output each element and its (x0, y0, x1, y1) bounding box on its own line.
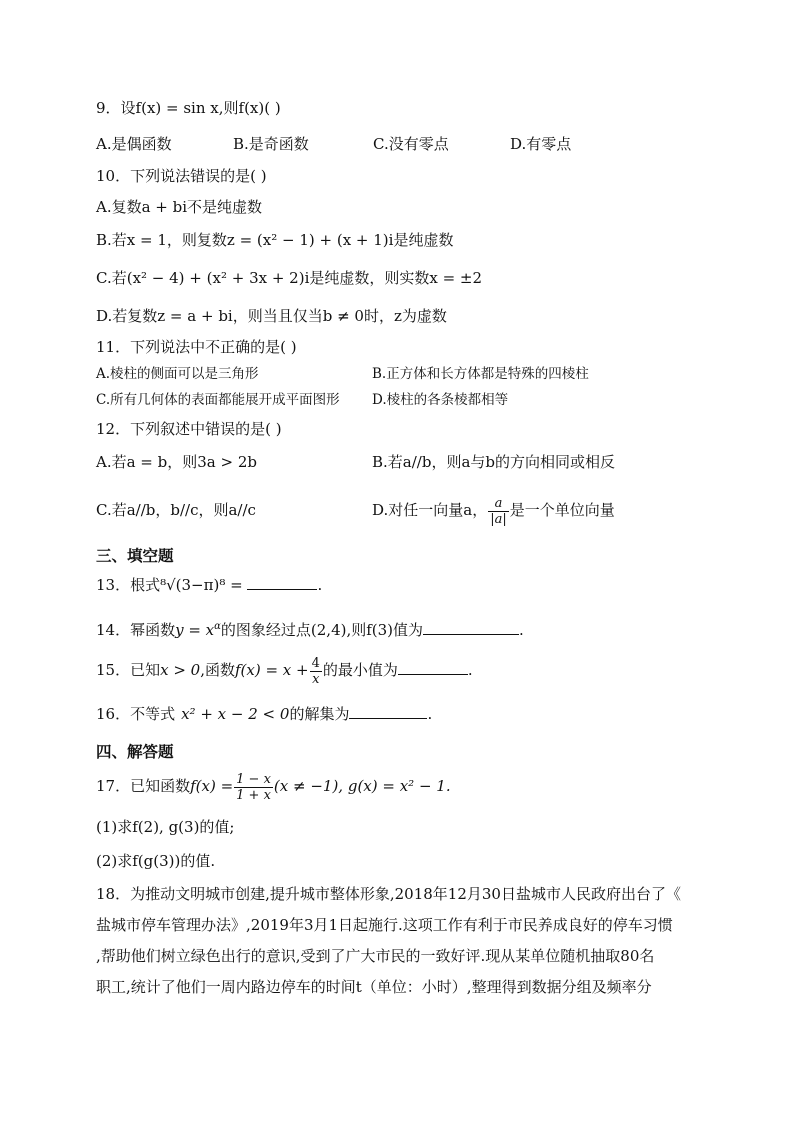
q14-period: . (519, 621, 524, 639)
q18-line-1: 18．为推动文明城市创建,提升城市整体形象,2018年12月30日盐城市人民政府出台了《 (96, 885, 681, 903)
q16-expression: x² + x − 2 < 0 (181, 705, 290, 723)
q18-line-2: 盐城市停车管理办法》,2019年3月1日起施行.这项工作有利于市民养成良好的停车习惯 (96, 916, 673, 934)
q15-numerator: 4 (311, 655, 320, 671)
q14-exponent: α (214, 621, 221, 632)
q18-line-3: ,帮助他们树立绿色出行的意识,受到了广大市民的一致好评.现从某单位随机抽取80名 (96, 947, 655, 965)
question-17-stem (96, 766, 706, 806)
q16-period: . (427, 705, 433, 723)
section-answer-title: 四、解答题 (96, 742, 174, 761)
q9-option-b: B.是奇函数 (233, 135, 309, 153)
question-9-options (96, 133, 706, 155)
q11-options-row1 (96, 363, 706, 385)
q14-middle: 的图象经过点(2,4),则f(3)值为 (220, 621, 424, 639)
q17-denominator: 1 + x (236, 787, 271, 803)
q17-fraction (234, 772, 273, 803)
q16-prefix: 16．不等式 (96, 705, 176, 723)
q9-option-d: D.有零点 (510, 135, 572, 153)
question-11-stem: 11．下列说法中不正确的是( ) (96, 338, 297, 356)
q12-d-numerator: a (488, 496, 509, 512)
question-14 (96, 616, 706, 641)
q17-prefix: 17．已知函数 (96, 777, 191, 795)
q12-option-b: B.若a//b，则a与b的方向相同或相反 (372, 453, 615, 471)
q11-option-b: B.正方体和长方体都是特殊的四棱柱 (372, 366, 589, 382)
q13-period: . (317, 576, 323, 594)
question-12-stem: 12．下列叙述中错误的是( ) (96, 420, 282, 438)
q9-option-c: C.没有零点 (373, 135, 449, 153)
q13-radical: ⁸√(3−π)⁸ (160, 576, 226, 594)
section-fill-blank-title: 三、填空题 (96, 546, 174, 565)
question-15 (96, 650, 706, 690)
q14-prefix: 14．幂函数 (96, 621, 176, 639)
q16-answer-blank[interactable] (349, 704, 427, 719)
q17-function: f(x) = (190, 777, 234, 795)
q14-expression: y = x (175, 621, 215, 639)
q15-fraction (310, 656, 322, 687)
q12-d-fraction (488, 496, 509, 527)
q13-answer-blank[interactable] (247, 575, 317, 590)
q12-d-denominator: |a| (490, 511, 507, 527)
q13-equals: = (225, 576, 248, 594)
q15-denominator: x (312, 671, 320, 687)
question-9-stem: 9．设f(x) = sin x,则f(x)( ) (96, 99, 281, 117)
q12-d-suffix: 是一个单位向量 (509, 501, 615, 519)
q13-prefix: 13．根式 (96, 576, 161, 594)
q10-option-a: A.复数a + bi不是纯虚数 (96, 198, 263, 216)
q12-option-d (372, 492, 615, 528)
q15-middle: ,函数 (200, 661, 235, 679)
q17-part-1: (1)求f(2), g(3)的值; (96, 818, 235, 836)
q14-answer-blank[interactable] (423, 620, 519, 635)
q18-line-4: 职工,统计了他们一周内路边停车的时间t（单位：小时）,整理得到数据分组及频率分 (96, 978, 652, 996)
q15-prefix: 15．已知 (96, 661, 161, 679)
q15-answer-blank[interactable] (398, 660, 468, 675)
q10-option-c: C.若(x² − 4) + (x² + 3x + 2)i是纯虚数，则实数x = ±2 (96, 269, 483, 287)
q11-options-row2 (96, 389, 706, 411)
q17-part-2: (2)求f(g(3))的值. (96, 852, 216, 870)
q16-middle: 的解集为 (289, 705, 350, 723)
q11-option-d: D.棱柱的各条棱都相等 (372, 392, 509, 408)
q11-option-c: C.所有几何体的表面都能展开成平面图形 (96, 392, 340, 408)
q12-options-row2 (96, 492, 706, 528)
q17-condition: (x ≠ −1), g(x) = x² − 1. (273, 777, 451, 795)
q12-option-c: C.若a//b，b//c，则a//c (96, 501, 256, 519)
q15-period: . (467, 661, 473, 679)
question-10-stem: 10．下列说法错误的是( ) (96, 167, 267, 185)
q10-option-d: D.若复数z = a + bi，则当且仅当b ≠ 0时，z为虚数 (96, 307, 447, 325)
q12-options-row1 (96, 451, 706, 473)
q15-condition: x > 0 (160, 661, 201, 679)
q10-option-b: B.若x = 1，则复数z = (x² − 1) + (x + 1)i是纯虚数 (96, 231, 454, 249)
q11-option-a: A.棱柱的侧面可以是三角形 (96, 366, 259, 382)
q15-function: f(x) = x + (234, 661, 309, 679)
q17-numerator: 1 − x (236, 771, 271, 787)
q9-option-a: A.是偶函数 (96, 135, 172, 153)
question-13 (96, 574, 706, 596)
q12-d-prefix: D.对任一向量a， (372, 501, 488, 519)
q12-option-a: A.若a = b，则3a > 2b (96, 453, 257, 471)
question-16 (96, 703, 706, 725)
q15-suffix: 的最小值为 (322, 661, 398, 679)
